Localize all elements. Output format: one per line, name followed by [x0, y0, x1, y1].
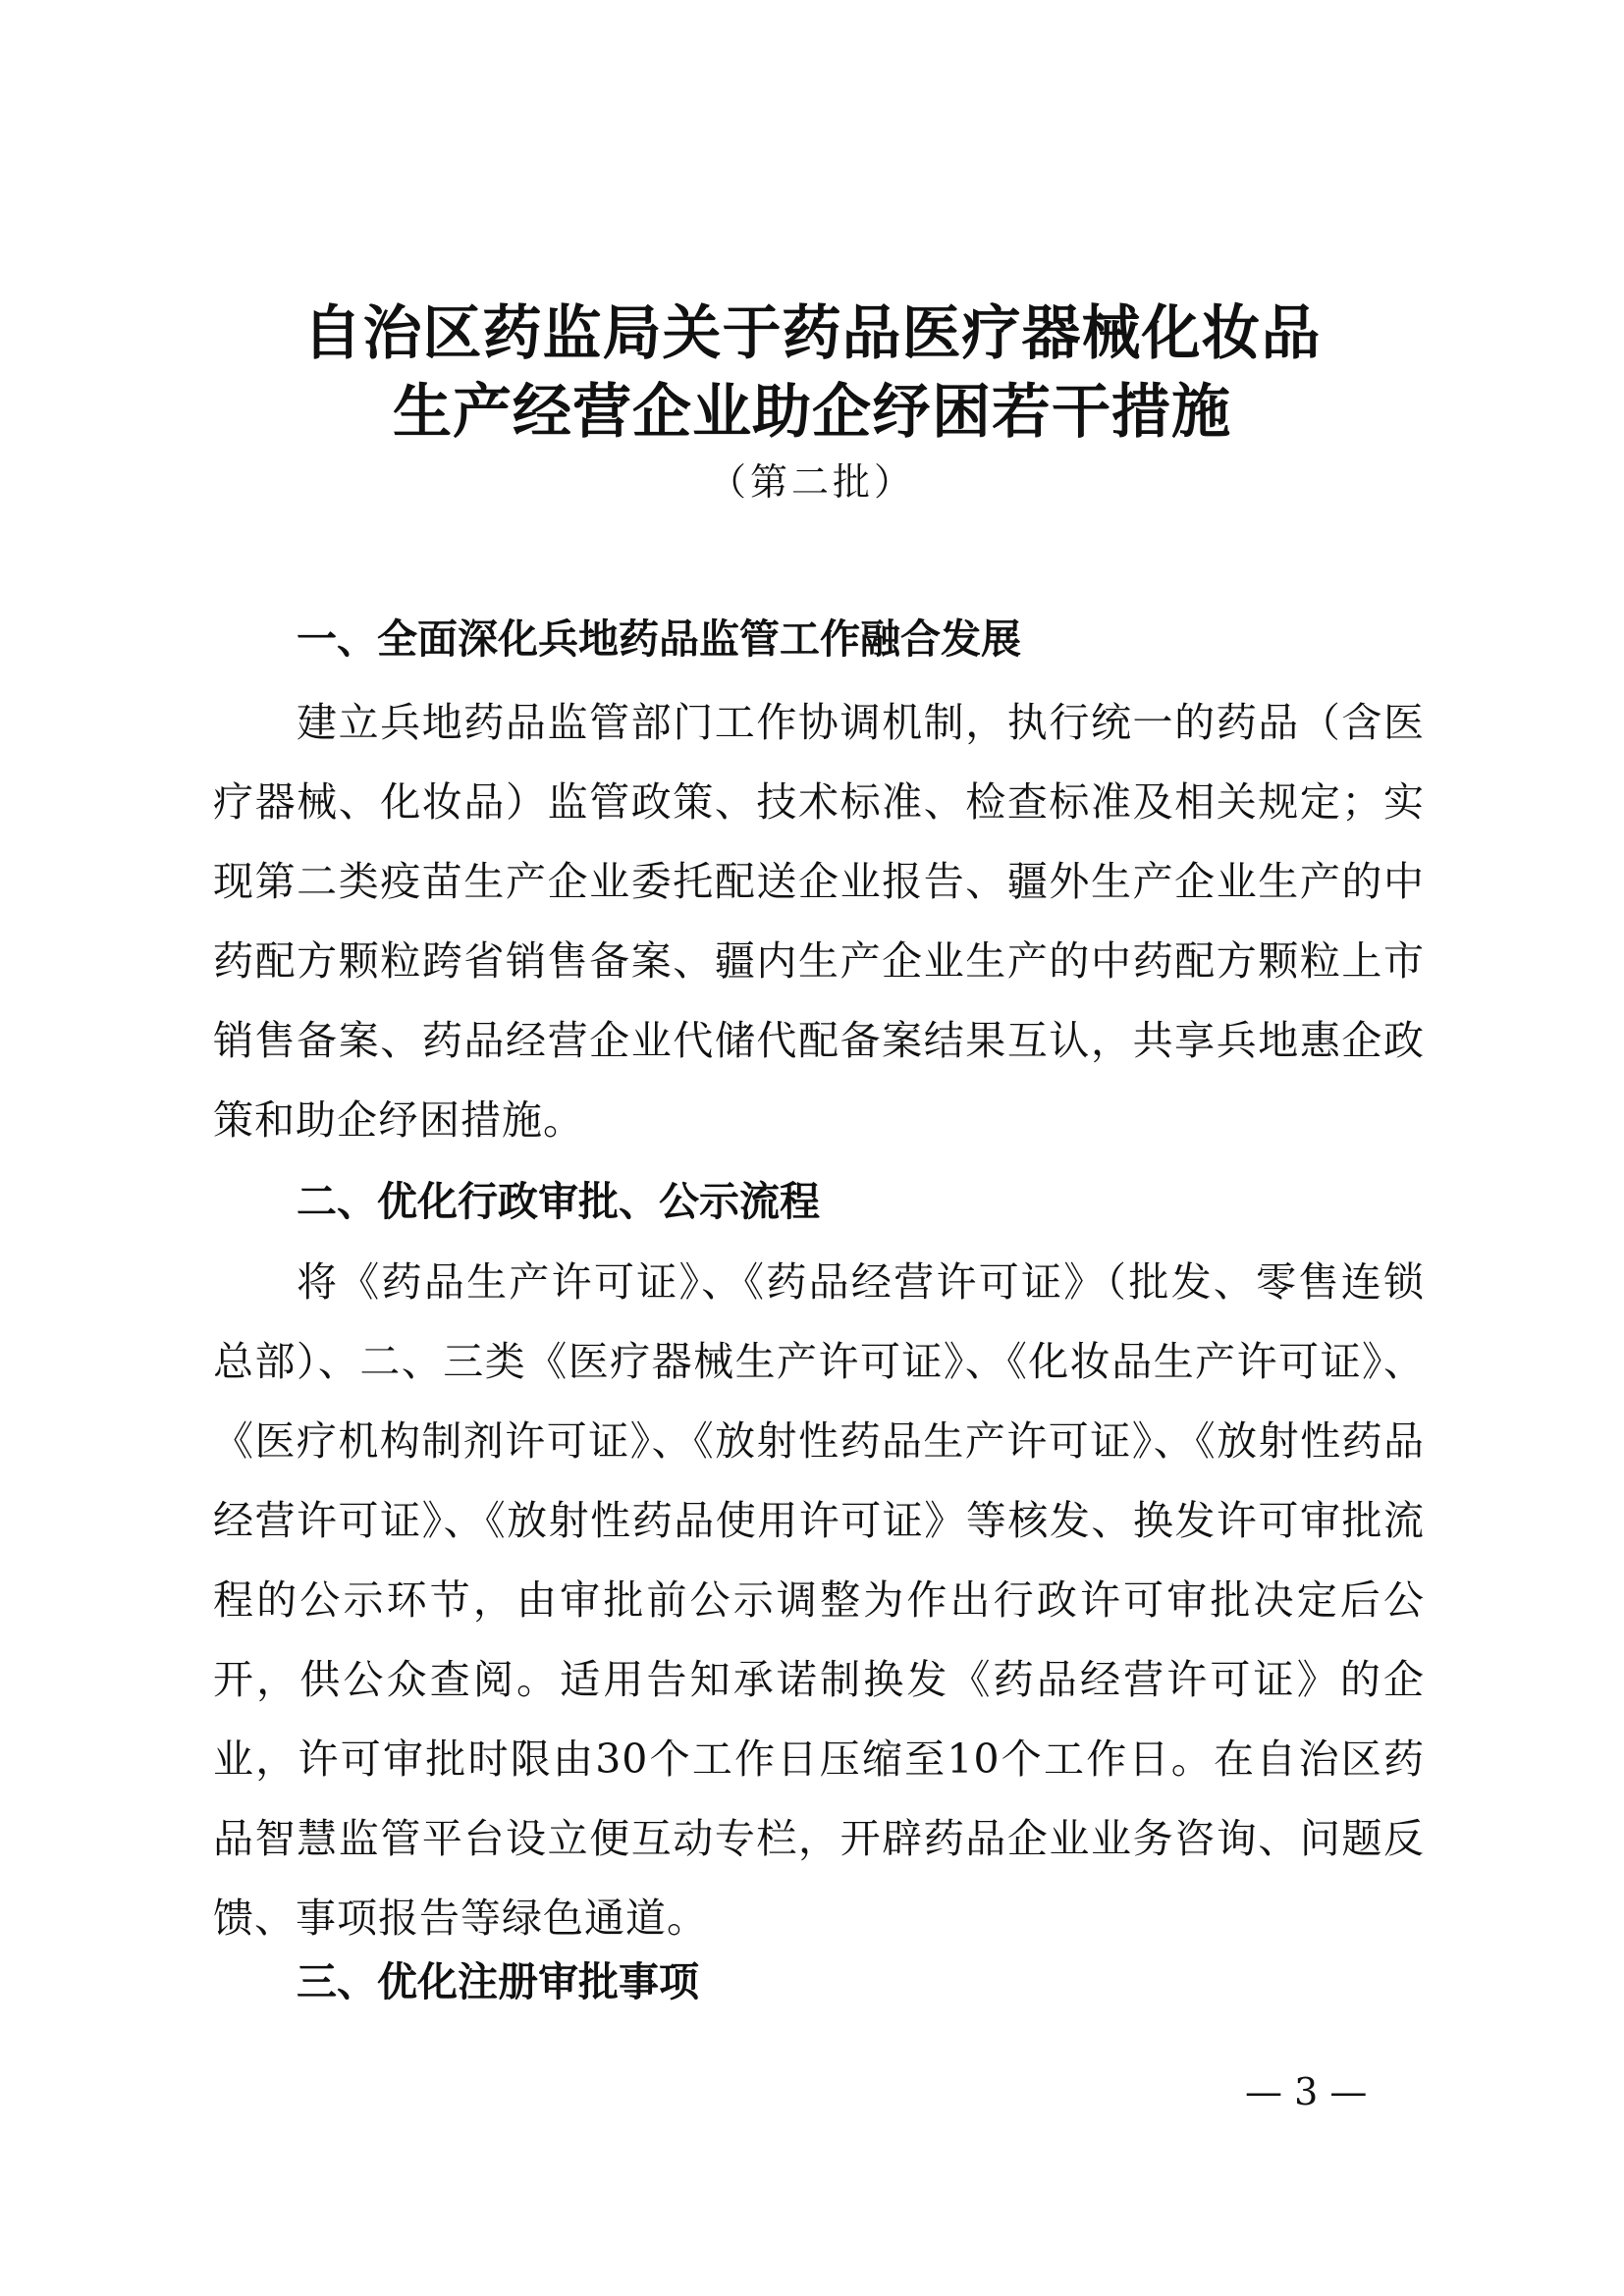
section-heading-1: 一、全面深化兵地药品监管工作融合发展	[297, 615, 1021, 663]
document-title-line-1: 自治区药监局关于药品医疗器械化妆品	[302, 299, 1322, 368]
section-paragraph-2: 将《药品生产许可证》、《药品经营许可证》（批发、零售连锁总部）、二、三类《医疗器械生产许可证》、《化妆品生产许可证》、《医疗机构制剂许可证》、《放射性药品生产许可证》、《放射性药品经营许可证》、《放射性药品使用许可证》等核发、换发许可审批流程的公示环节，由审批前公示调整为作出行政许可审批决定后公开，供公众查阅。适用告知承诺制换发《药品经营许可证》的企业，许可审批时限由30个工作日压缩至10个工作日。在自治区药品智慧监管平台设立便互动专栏，开辟药品企业业务咨询、问题反馈、事项报告等绿色通道。	[213, 1258, 1425, 1942]
document-subtitle: （第二批）	[708, 460, 915, 504]
document-title-line-2: 生产经营企业助企纾困若干措施	[393, 378, 1231, 447]
section-heading-3: 三、优化注册审批事项	[297, 1958, 699, 2005]
section-paragraph-1: 建立兵地药品监管部门工作协调机制，执行统一的药品（含医疗器械、化妆品）监管政策、技术标准、检查标准及相关规定；实现第二类疫苗生产企业委托配送企业报告、疆外生产企业生产的中药配方颗粒跨省销售备案、疆内生产企业生产的中药配方颗粒上市销售备案、药品经营企业代储代配备案结果互认，共享兵地惠企政策和助企纾困措施。	[213, 699, 1425, 1144]
section-heading-2: 二、优化行政审批、公示流程	[297, 1178, 820, 1225]
page-number: — 3 —	[1245, 2070, 1368, 2113]
